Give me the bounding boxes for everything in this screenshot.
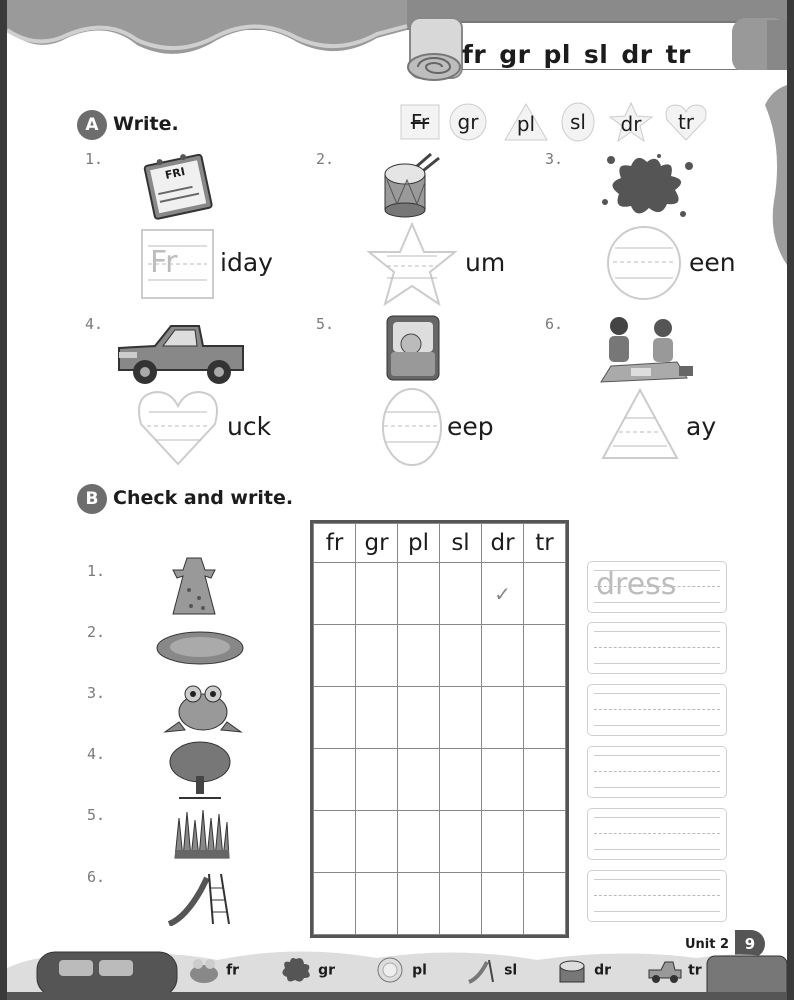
- answer-triangle-6[interactable]: [601, 388, 679, 460]
- curtain-side: [757, 85, 787, 265]
- table-row: [314, 749, 566, 811]
- footer-label: sl: [504, 962, 518, 979]
- item-number: 5.: [87, 806, 106, 824]
- section-b-badge: B: [77, 484, 107, 514]
- word-bank-dr: dr: [620, 112, 642, 136]
- word-bank: [397, 102, 717, 146]
- item-number: 5.: [316, 315, 335, 333]
- check-cell[interactable]: [524, 563, 566, 625]
- grass-icon: [173, 808, 231, 860]
- writing-line[interactable]: [588, 871, 726, 921]
- footer-label: pl: [412, 962, 427, 979]
- writing-line[interactable]: [588, 623, 726, 673]
- title-part-pl: pl: [543, 40, 571, 69]
- writing-line[interactable]: [588, 562, 726, 612]
- check-cell[interactable]: [356, 873, 398, 935]
- check-table: [310, 520, 569, 938]
- table-row: [314, 811, 566, 873]
- section-a-title: Write.: [113, 113, 179, 135]
- check-cell[interactable]: [356, 563, 398, 625]
- check-cell[interactable]: [524, 811, 566, 873]
- check-cell[interactable]: [440, 625, 482, 687]
- footer-item-fr: [187, 956, 239, 984]
- footer-item-tr: [647, 956, 702, 984]
- drum-icon: [555, 956, 589, 984]
- calendar-icon: [137, 150, 217, 222]
- footer-label: fr: [226, 962, 240, 979]
- table-row: [314, 873, 566, 935]
- check-cell[interactable]: [314, 687, 356, 749]
- column-header-dr: dr: [482, 524, 524, 563]
- title-part-fr: fr: [462, 40, 487, 69]
- item-number: 2.: [87, 623, 106, 641]
- writing-line[interactable]: [588, 747, 726, 797]
- check-cell[interactable]: [482, 687, 524, 749]
- word-suffix: eep: [447, 412, 494, 441]
- calendar-text: FRI: [163, 165, 187, 182]
- check-cell[interactable]: [440, 563, 482, 625]
- table-row: [314, 625, 566, 687]
- plate-icon: [155, 630, 245, 666]
- column-header-pl: pl: [398, 524, 440, 563]
- check-cell[interactable]: [524, 873, 566, 935]
- footer-item-sl: [465, 956, 517, 984]
- check-cell[interactable]: [482, 811, 524, 873]
- check-cell[interactable]: [314, 563, 356, 625]
- column-header-sl: sl: [440, 524, 482, 563]
- writing-line[interactable]: [588, 809, 726, 859]
- footer-label: dr: [594, 962, 612, 979]
- table-row: [314, 563, 566, 625]
- check-cell[interactable]: [524, 687, 566, 749]
- unit-label: Unit 2: [685, 937, 730, 952]
- check-cell[interactable]: [356, 687, 398, 749]
- title-part-tr: tr: [665, 40, 691, 69]
- answer-oval-5[interactable]: [380, 386, 444, 468]
- writing-line[interactable]: [588, 685, 726, 735]
- check-cell[interactable]: [356, 625, 398, 687]
- word-suffix: een: [689, 248, 736, 277]
- check-cell[interactable]: [398, 811, 440, 873]
- footer-item-gr: [279, 956, 335, 984]
- check-cell[interactable]: [440, 749, 482, 811]
- table-row: [314, 687, 566, 749]
- check-cell[interactable]: [314, 811, 356, 873]
- check-cell[interactable]: [398, 873, 440, 935]
- item-number: 4.: [85, 315, 104, 333]
- item-number: 3.: [545, 150, 564, 168]
- title-part-dr: dr: [621, 40, 653, 69]
- word-suffix: uck: [227, 412, 272, 441]
- check-cell[interactable]: [440, 873, 482, 935]
- column-header-tr: tr: [524, 524, 566, 563]
- kids-playing-icon: [591, 312, 695, 386]
- item-number: 1.: [87, 562, 106, 580]
- check-mark-icon: ✓: [494, 581, 511, 606]
- worksheet-page: [7, 0, 787, 1000]
- check-cell[interactable]: [440, 811, 482, 873]
- check-cell[interactable]: [524, 625, 566, 687]
- check-cell[interactable]: [440, 687, 482, 749]
- dress-icon: [171, 556, 217, 616]
- truck-icon: [115, 318, 247, 388]
- truck-icon: [647, 956, 683, 984]
- sleeping-boy-icon: [385, 314, 441, 382]
- footer-item-dr: [555, 956, 611, 984]
- check-cell[interactable]: [398, 563, 440, 625]
- page-number: 9: [735, 930, 765, 958]
- traced-word: dress: [596, 567, 677, 602]
- drum-icon: [379, 152, 441, 218]
- footer-label: tr: [688, 962, 702, 979]
- title-part-gr: gr: [499, 40, 531, 69]
- column-header-gr: gr: [356, 524, 398, 563]
- item-number: 4.: [87, 745, 106, 763]
- column-header-fr: fr: [314, 524, 356, 563]
- tree-icon: [167, 740, 233, 800]
- check-cell[interactable]: [356, 811, 398, 873]
- plate-icon: [373, 956, 407, 984]
- traced-letters: Fr: [150, 245, 178, 280]
- check-cell[interactable]: [482, 749, 524, 811]
- frog-icon: [163, 682, 243, 736]
- answer-heart-4[interactable]: [135, 388, 221, 466]
- answer-star-2[interactable]: [367, 222, 457, 306]
- check-cell[interactable]: [482, 563, 524, 625]
- check-cell[interactable]: [398, 687, 440, 749]
- frog-icon: [187, 956, 221, 984]
- item-number: 1.: [85, 150, 104, 168]
- check-cell[interactable]: [398, 749, 440, 811]
- item-number: 2.: [316, 150, 335, 168]
- calendar-picture: [137, 150, 217, 222]
- paint-splash-icon: [597, 152, 697, 222]
- check-cell[interactable]: [314, 625, 356, 687]
- footer-item-pl: [373, 956, 427, 984]
- check-cell[interactable]: [524, 749, 566, 811]
- section-a-badge: A: [77, 110, 107, 140]
- word-bank-tr: tr: [677, 110, 695, 134]
- table-header-row: [314, 524, 566, 563]
- check-cell[interactable]: [314, 749, 356, 811]
- slide-icon: [165, 868, 235, 926]
- word-bank-sl: sl: [570, 110, 586, 134]
- section-b-title: Check and write.: [113, 487, 294, 509]
- page-title: [462, 40, 704, 69]
- word-suffix: ay: [686, 412, 717, 441]
- check-cell[interactable]: [356, 749, 398, 811]
- footer-label: gr: [318, 962, 336, 979]
- paint-splash-icon: [279, 956, 313, 984]
- word-bank-gr: gr: [457, 110, 479, 134]
- word-bank-fr: Fr: [410, 110, 430, 134]
- word-bank-pl: pl: [516, 112, 536, 136]
- item-number: 6.: [545, 315, 564, 333]
- word-suffix: iday: [220, 248, 273, 277]
- check-cell[interactable]: [482, 625, 524, 687]
- item-number: 6.: [87, 868, 106, 886]
- answer-circle-3[interactable]: [605, 224, 683, 302]
- check-cell[interactable]: [482, 873, 524, 935]
- check-cell[interactable]: [398, 625, 440, 687]
- title-part-sl: sl: [583, 40, 609, 69]
- check-cell[interactable]: [314, 873, 356, 935]
- item-number: 3.: [87, 684, 106, 702]
- word-suffix: um: [465, 248, 506, 277]
- slide-icon: [465, 956, 499, 984]
